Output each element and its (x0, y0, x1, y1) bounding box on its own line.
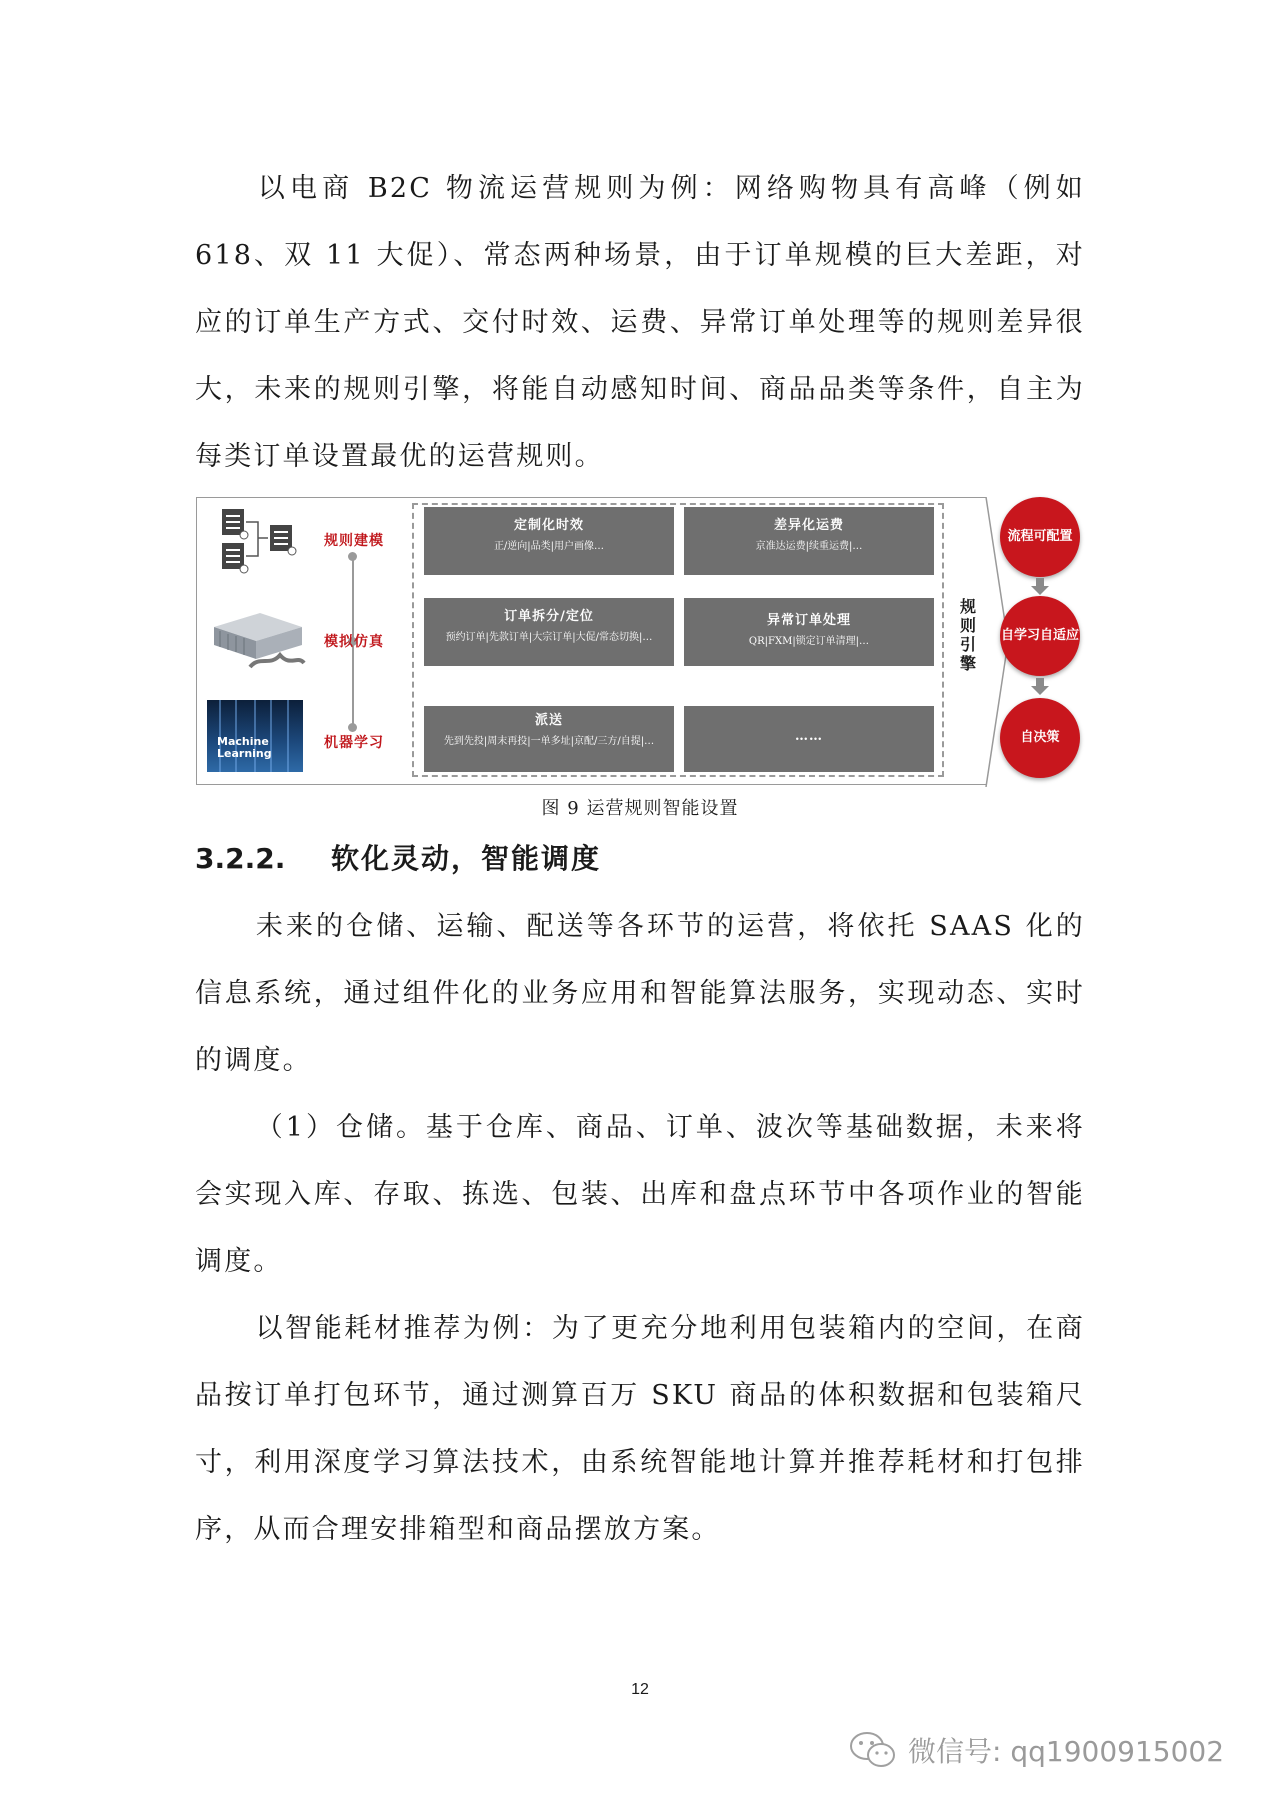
rule-card-desc: 京准达运费|续重运费|… (755, 541, 863, 552)
figure-caption: 图 9 运营规则智能设置 (541, 798, 739, 819)
warehouse-server-icon (210, 609, 306, 671)
rule-card-title: 差异化运费 (773, 518, 844, 533)
rule-card (684, 706, 934, 772)
paragraph-b2c-rules: 以电商 B2C 物流运营规则为例：网络购物具有高峰（例如 618、双 11 大促）、常态两种场景，由于订单规模的巨大差距，对应的订单生产方式、交付时效、运费、异常订单处理等的规则差异很大，未来的规则引擎，将能自动感知时间、商品品类等条件，自主为每类订单设置最优的运营规则。 (195, 173, 1085, 472)
rule-card-title: 异常订单处理 (766, 613, 851, 628)
stage-label-modeling: 规则建模 (324, 533, 384, 549)
rule-card-title: 定制化时效 (513, 518, 584, 533)
circle-self-learning: 自学习自适应 (1000, 596, 1080, 676)
circle-self-decision: 自决策 (1000, 698, 1080, 778)
section-heading (195, 834, 601, 884)
wechat-watermark (848, 1728, 1224, 1772)
arrow-down-icon (1030, 678, 1050, 696)
section-number: 3.2.2. (195, 842, 286, 875)
watermark-text: 微信号: qq1900915002 (908, 1735, 1225, 1768)
paragraph-scheduling: 未来的仓储、运输、配送等各环节的运营，将依托 SAAS 化的信息系统，通过组件化的业务应用和智能算法服务，实现动态、实时的调度。 (195, 911, 1085, 1076)
rule-engine-label: 规则引擎 (959, 597, 976, 673)
wechat-icon (848, 1730, 898, 1770)
page-number: 12 (631, 1681, 649, 1698)
rule-card-title: 订单拆分/定位 (504, 609, 594, 624)
rule-card-desc: 正/逆向|品类|用户画像… (493, 541, 605, 552)
figure-rule-settings (196, 497, 1086, 787)
stage-label-simulation: 模拟仿真 (324, 634, 384, 650)
rule-card-title: 派送 (534, 713, 563, 728)
paragraph-packaging: 以智能耗材推荐为例：为了更充分地利用包装箱内的空间，在商品按订单打包环节，通过测算百万 SKU 商品的体积数据和包装箱尺寸，利用深度学习算法技术，由系统智能地计算并推荐耗材和打包排序，从而合理安排箱型和商品摆放方案。 (195, 1313, 1085, 1545)
stage-dot (348, 723, 357, 732)
section-title: 软化灵动，智能调度 (331, 842, 602, 875)
circle-configurable: 流程可配置 (1000, 497, 1080, 577)
rule-card (684, 598, 934, 666)
machine-learning-image (207, 700, 303, 772)
rule-card-desc: 预约订单|先款订单|大宗订单|大促/常态切换|… (445, 632, 653, 643)
rule-card-desc: QR|FXM|锁定订单清理|… (748, 636, 870, 647)
arrow-down-icon (1030, 578, 1050, 596)
rule-card (424, 507, 674, 575)
rule-card-desc: 先到先投|周末再投|一单多址|京配/三方/自提|… (443, 736, 655, 747)
ml-image-text: Machine Learning (217, 735, 272, 760)
rule-card (424, 706, 674, 772)
rule-card (684, 507, 934, 575)
rule-card (424, 598, 674, 666)
stage-label-ml: 机器学习 (324, 735, 384, 751)
stage-dot (348, 552, 357, 561)
rule-card-title: …… (795, 729, 823, 744)
document-list-icon (210, 505, 306, 575)
paragraph-warehousing: （1）仓储。基于仓库、商品、订单、波次等基础数据，未来将会实现入库、存取、拣选、包装、出库和盘点环节中各项作业的智能调度。 (195, 1112, 1085, 1277)
